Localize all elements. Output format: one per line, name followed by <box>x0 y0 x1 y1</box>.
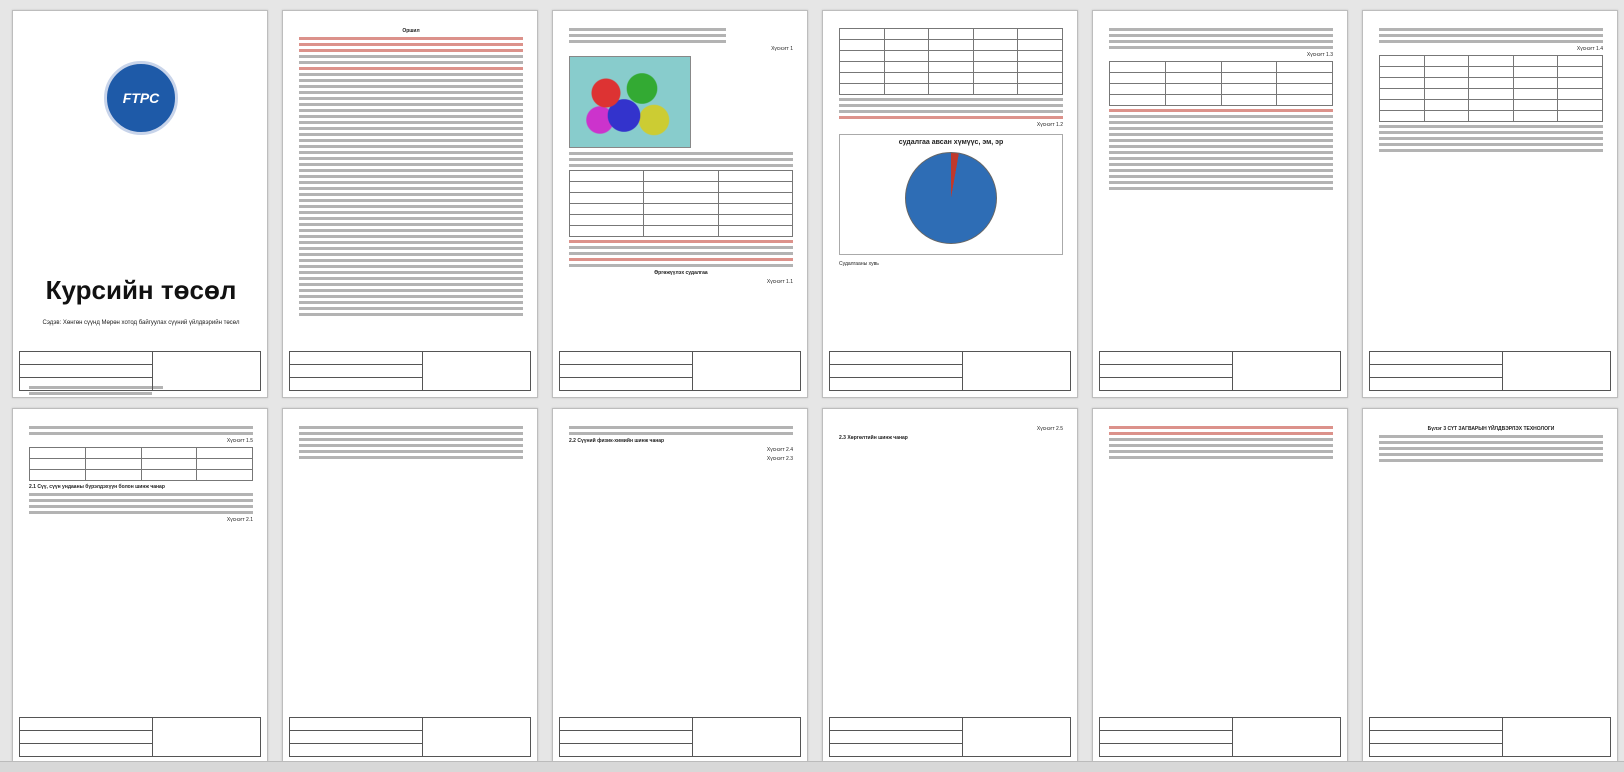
cover-title: Курсийн төсөл <box>45 275 237 305</box>
section-heading: Оршил <box>402 28 420 34</box>
data-table <box>569 170 793 237</box>
document-page-8[interactable] <box>282 408 538 764</box>
table-caption: Хүснэгт 2.5 <box>1036 426 1063 432</box>
table-caption: Хүснэгт 2.3 <box>766 456 793 462</box>
pie-chart <box>839 134 1063 255</box>
page-content <box>1109 423 1333 717</box>
title-block <box>559 351 801 391</box>
document-page-3[interactable] <box>552 10 808 398</box>
document-page-5[interactable] <box>1092 10 1348 398</box>
page-content <box>839 25 1063 351</box>
document-page-1[interactable] <box>12 10 268 398</box>
pie-chart-graphic <box>905 152 997 244</box>
chart-note: Судалгааны хувь <box>839 261 879 267</box>
document-page-12[interactable] <box>1362 408 1618 764</box>
data-table <box>1109 61 1333 106</box>
ftpc-logo: FTPC <box>104 61 178 135</box>
title-block <box>829 717 1071 757</box>
title-block <box>289 351 531 391</box>
table-caption: Хүснэгт 2.4 <box>766 447 793 453</box>
document-page-6[interactable] <box>1362 10 1618 398</box>
section-heading: 2.3 Хөргөлтийн шинж чанар <box>839 435 908 441</box>
data-table <box>29 447 253 481</box>
data-table <box>1379 55 1603 122</box>
region-map-image <box>569 56 691 148</box>
title-block <box>1369 351 1611 391</box>
title-block <box>829 351 1071 391</box>
page-content <box>1109 25 1333 351</box>
page-content <box>569 423 793 717</box>
title-block <box>1369 717 1611 757</box>
title-block <box>1099 351 1341 391</box>
page-content <box>1379 25 1603 351</box>
table-caption: Хүснэгт 1.5 <box>226 438 253 444</box>
section-heading: Бүлэг 3 СҮТ ЗАГВАРЫН ҮЙЛДВЭРЛЭХ ТЕХНОЛОГИ <box>1427 426 1555 432</box>
title-block <box>289 717 531 757</box>
chart-title: судалгаа авсан хүмүүс, эм, эр <box>898 139 1004 146</box>
page-content <box>29 25 253 351</box>
title-block <box>1099 717 1341 757</box>
section-heading: 2.1 Сүү, сүүн ундааны бүрэлдэхүүн болон шинж чанар <box>29 484 165 490</box>
title-block <box>559 717 801 757</box>
title-block <box>19 717 261 757</box>
cover-subtitle: Сэдэв: Хөнгөн сүүнд Мөрөн хотод байгуулах сүүний үйлдвэрийн төсөл <box>42 320 240 326</box>
table-caption: Хүснэгт 1 <box>771 46 793 52</box>
page-content <box>1379 423 1603 717</box>
table-caption: Хүснэгт 1.4 <box>1576 46 1603 52</box>
page-content <box>569 25 793 351</box>
table-caption: Хүснэгт 1.2 <box>1036 122 1063 128</box>
section-heading: 2.2 Сүүний физик-химийн шинж чанар <box>569 438 665 444</box>
page-content <box>299 25 523 351</box>
table-caption: Хүснэгт 1.1 <box>766 279 793 285</box>
document-page-4[interactable] <box>822 10 1078 398</box>
data-table <box>839 28 1063 95</box>
document-page-11[interactable] <box>1092 408 1348 764</box>
section-heading: Өргөжүүлэх судалгаа <box>654 270 708 276</box>
document-page-9[interactable] <box>552 408 808 764</box>
page-content <box>29 423 253 717</box>
table-caption: Хүснэгт 1.3 <box>1306 52 1333 58</box>
viewer-status-bar <box>0 761 1624 772</box>
document-page-10[interactable] <box>822 408 1078 764</box>
document-page-2[interactable] <box>282 10 538 398</box>
title-block <box>19 351 261 391</box>
page-content <box>839 423 1063 717</box>
table-caption: Хүснэгт 2.1 <box>226 517 253 523</box>
document-page-7[interactable] <box>12 408 268 764</box>
page-content <box>299 423 523 717</box>
